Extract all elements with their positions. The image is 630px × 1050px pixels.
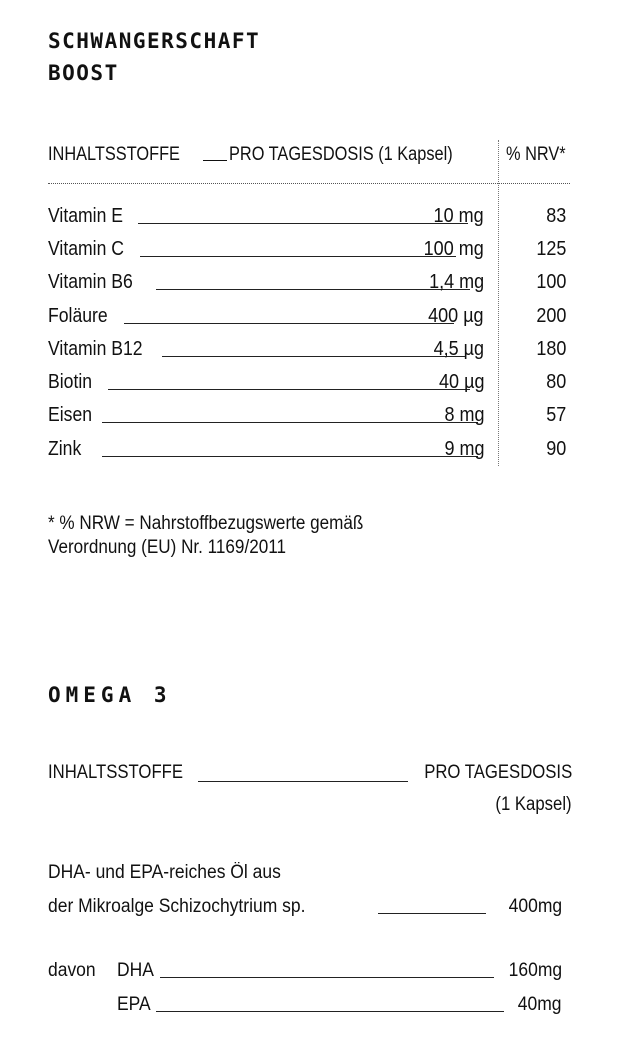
table-row <box>48 266 570 298</box>
ingredient-amount: 100 mg <box>423 238 484 260</box>
header-dose: PRO TAGESDOSIS (1 Kapsel) <box>229 144 453 165</box>
omega-header-ingredients: INHALTSSTOFFE <box>48 762 184 783</box>
ingredient-nrv: 200 <box>535 305 566 327</box>
ingredient-amount: 40 µg <box>438 371 484 393</box>
table-row <box>48 233 570 265</box>
omega-dha-label: DHA <box>117 960 154 981</box>
omega-epa-leader <box>156 1011 504 1012</box>
footnote-line2: Verordnung (EU) Nr. 1169/2011 <box>48 537 286 558</box>
omega-header-dose: PRO TAGESDOSIS <box>423 762 572 783</box>
ingredient-amount: 9 mg <box>443 438 484 460</box>
omega-oil-line2: der Mikroalge Schizochytrium sp. <box>48 896 306 917</box>
ingredient-name: Biotin <box>48 371 93 393</box>
omega-davon-label: davon <box>48 960 96 981</box>
table-row <box>48 399 570 431</box>
leader-line <box>162 356 466 357</box>
ingredient-amount: 8 mg <box>443 404 484 426</box>
ingredient-amount: 10 mg <box>433 205 484 227</box>
ingredient-name: Foläure <box>48 305 108 327</box>
footnote-line1: * % NRW = Nahrstoffbezugswerte gemäß <box>48 513 364 534</box>
leader-line <box>156 289 470 290</box>
ingredient-nrv: 80 <box>545 371 566 393</box>
leader-line <box>102 422 478 423</box>
ingredient-name: Zink <box>48 438 82 460</box>
leader-line <box>138 223 468 224</box>
ingredient-name: Vitamin B6 <box>48 271 133 293</box>
omega-oil-amount: 400mg <box>508 896 562 917</box>
omega-dha-leader <box>160 977 494 978</box>
omega-oil-line1: DHA- und EPA-reiches Öl aus <box>48 862 281 883</box>
ingredient-amount: 4,5 µg <box>433 338 484 360</box>
table-row <box>48 366 570 398</box>
product-title-line1: SCHWANGERSCHAFT <box>48 29 261 53</box>
omega-epa-label: EPA <box>117 994 151 1015</box>
ingredient-amount: 1,4 mg <box>428 271 484 293</box>
header-ingredients: INHALTSSTOFFE <box>48 144 180 165</box>
header-nrv: % NRV* <box>506 144 566 165</box>
header-divider <box>48 183 570 184</box>
ingredient-nrv: 100 <box>535 271 566 293</box>
omega-dha-amount: 160mg <box>508 960 562 981</box>
leader-line <box>124 323 454 324</box>
omega-header-dose-sub: (1 Kapsel) <box>495 794 572 815</box>
table-row <box>48 300 570 332</box>
ingredient-name: Vitamin E <box>48 205 124 227</box>
ingredient-nrv: 90 <box>545 438 566 460</box>
omega-epa-amount: 40mg <box>518 994 562 1015</box>
omega-oil-leader <box>378 913 486 914</box>
table-row <box>48 200 570 232</box>
leader-line <box>102 456 478 457</box>
table-row <box>48 433 570 465</box>
ingredient-amount: 400 µg <box>428 305 484 327</box>
ingredient-nrv: 83 <box>545 205 566 227</box>
ingredient-name: Vitamin C <box>48 238 124 260</box>
ingredient-name: Vitamin B12 <box>48 338 143 360</box>
header-leader-line <box>203 160 227 161</box>
footnote <box>48 512 462 560</box>
table-row <box>48 333 570 365</box>
ingredient-nrv: 57 <box>545 404 566 426</box>
ingredient-name: Eisen <box>48 404 93 426</box>
leader-line <box>108 389 470 390</box>
ingredient-nrv: 125 <box>535 238 566 260</box>
ingredient-nrv: 180 <box>535 338 566 360</box>
omega-title: OMEGA 3 <box>48 683 172 707</box>
leader-line <box>140 256 456 257</box>
product-title-line2: BOOST <box>48 61 119 85</box>
omega-header-leader <box>198 781 408 782</box>
